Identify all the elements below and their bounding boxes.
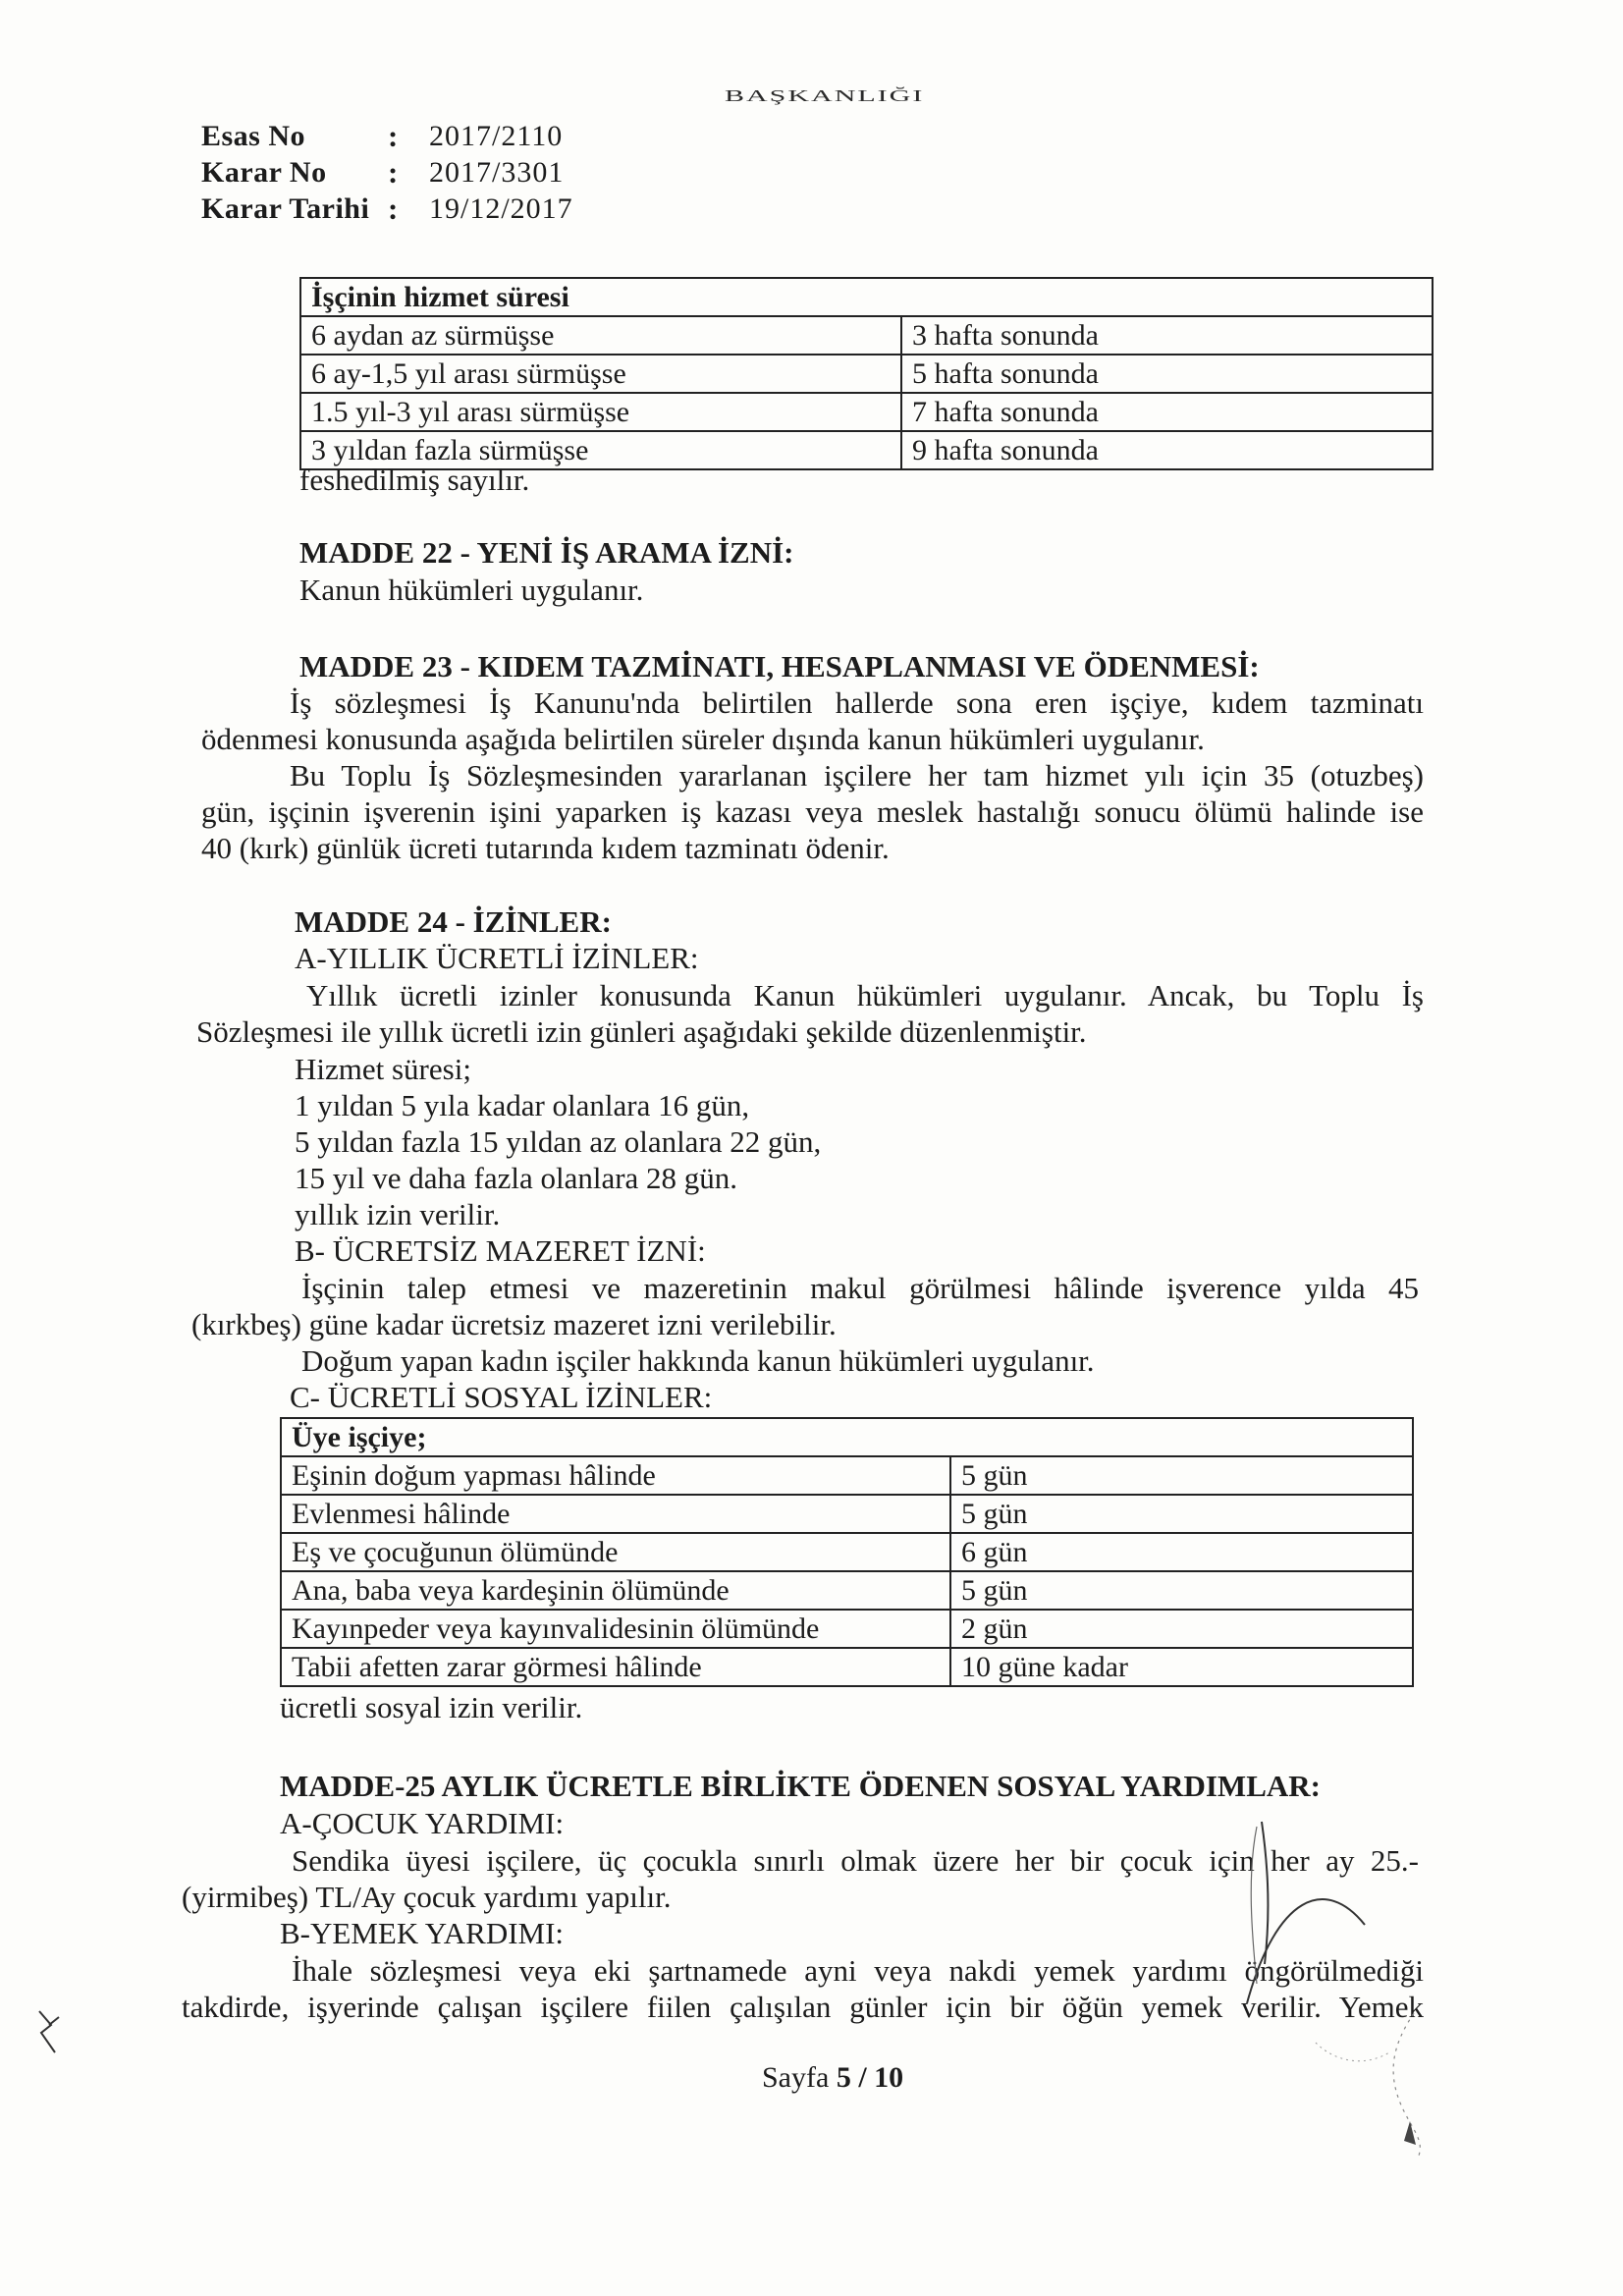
table-cell-label: Evlenmesi hâlinde bbox=[281, 1495, 950, 1533]
table-cell-value: 5 gün bbox=[950, 1456, 1413, 1495]
article-22-text: Kanun hükümleri uygulanır. bbox=[299, 573, 644, 607]
table-cell-value: 3 hafta sonunda bbox=[901, 316, 1433, 355]
paragraph-line: gün, işçinin işverenin işini yaparken iş kazası veya meslek hastalığı sonucu ölümü halinde ise bbox=[201, 794, 1424, 829]
table-cell-label: 6 aydan az sürmüşse bbox=[300, 316, 901, 355]
table-cell-value: 6 gün bbox=[950, 1533, 1413, 1571]
meta-colon: : bbox=[388, 154, 399, 190]
paragraph-line: ödenmesi konusunda aşağıda belirtilen süreler dışında kanun hükümleri uygulanır. bbox=[201, 722, 1205, 756]
table-cell-value: 5 gün bbox=[950, 1495, 1413, 1533]
list-item: Hizmet süresi; bbox=[295, 1052, 471, 1086]
table-cell-label: Ana, baba veya kardeşinin ölümünde bbox=[281, 1571, 950, 1610]
paragraph-line: Doğum yapan kadın işçiler hakkında kanun hükümleri uygulanır. bbox=[301, 1343, 1095, 1378]
table-cell-value: 7 hafta sonunda bbox=[901, 393, 1433, 431]
paragraph-line: İhale sözleşmesi veya eki şartnamede ayni veya nakdi yemek yardımı öngörülmediği bbox=[292, 1953, 1424, 1988]
table-header-row bbox=[300, 278, 1433, 316]
case-meta bbox=[201, 118, 573, 227]
table-cell-value: 10 güne kadar bbox=[950, 1648, 1413, 1686]
meta-value: 19/12/2017 bbox=[429, 191, 573, 225]
list-item: 5 yıldan fazla 15 yıldan az olanlara 22 gün, bbox=[295, 1124, 822, 1159]
table-cell-value: 5 hafta sonunda bbox=[901, 355, 1433, 393]
table-row bbox=[300, 316, 1433, 355]
page-number-value: 5 / 10 bbox=[836, 2061, 904, 2094]
header-cut-text: BAŞKANLIĞI bbox=[725, 86, 925, 105]
table-header-cell: Üye işçiye; bbox=[281, 1418, 1413, 1456]
section-a-title: A-ÇOCUK YARDIMI: bbox=[280, 1806, 565, 1840]
list-item: 1 yıldan 5 yıla kadar olanlara 16 gün, bbox=[295, 1088, 750, 1122]
table-row bbox=[281, 1456, 1413, 1495]
table-row bbox=[281, 1495, 1413, 1533]
table-cell-label: 3 yıldan fazla sürmüşse bbox=[300, 431, 901, 469]
section-a-title: A-YILLIK ÜCRETLİ İZİNLER: bbox=[295, 941, 699, 975]
meta-key: Karar Tarihi bbox=[201, 191, 370, 225]
meta-value: 2017/3301 bbox=[429, 155, 565, 189]
table-row bbox=[281, 1610, 1413, 1648]
paragraph-line: Sendika üyesi işçilere, üç çocukla sınırlı olmak üzere her bir çocuk için her ay 25.- bbox=[292, 1843, 1419, 1878]
table-footnote: ücretli sosyal izin verilir. bbox=[280, 1690, 583, 1724]
social-leave-table bbox=[280, 1417, 1414, 1687]
article-25-title: MADDE-25 AYLIK ÜCRETLE BİRLİKTE ÖDENEN SOSYAL YARDIMLAR: bbox=[280, 1769, 1321, 1803]
meta-key: Esas No bbox=[201, 119, 306, 152]
table-cell-value: 9 hafta sonunda bbox=[901, 431, 1433, 469]
paragraph-line: 40 (kırk) günlük ücreti tutarında kıdem tazminatı ödenir. bbox=[201, 831, 890, 865]
table-cell-label: Eşinin doğum yapması hâlinde bbox=[281, 1456, 950, 1495]
section-b-title: B- ÜCRETSİZ MAZERET İZNİ: bbox=[295, 1233, 706, 1268]
table-header-cell: İşçinin hizmet süresi bbox=[300, 278, 1433, 316]
article-23-title: MADDE 23 - KIDEM TAZMİNATI, HESAPLANMASI VE ÖDENMESİ: bbox=[299, 649, 1260, 683]
page-number-prefix: Sayfa bbox=[762, 2061, 837, 2094]
margin-initial-mark bbox=[29, 2003, 69, 2062]
section-c-title: C- ÜCRETLİ SOSYAL İZİNLER: bbox=[290, 1380, 713, 1414]
paragraph-line: Sözleşmesi ile yıllık ücretli izin günleri aşağıdaki şekilde düzenlenmiştir. bbox=[196, 1014, 1087, 1049]
table-cell-label: 1.5 yıl-3 yıl arası sürmüşse bbox=[300, 393, 901, 431]
table-cell-value: 5 gün bbox=[950, 1571, 1413, 1610]
paragraph-line: (yirmibeş) TL/Ay çocuk yardımı yapılır. bbox=[182, 1880, 672, 1914]
meta-key: Karar No bbox=[201, 155, 327, 189]
meta-row-karar bbox=[201, 154, 573, 191]
paragraph-line: İşçinin talep etmesi ve mazeretinin makul görülmesi hâlinde işverence yılda 45 bbox=[301, 1271, 1419, 1305]
table-row bbox=[281, 1648, 1413, 1686]
table-footnote: feshedilmiş sayılır. bbox=[299, 463, 530, 497]
table-row bbox=[281, 1571, 1413, 1610]
table-cell-label: Eş ve çocuğunun ölümünde bbox=[281, 1533, 950, 1571]
paragraph-line: (kırkbeş) güne kadar ücretsiz mazeret izni verilebilir. bbox=[191, 1307, 837, 1341]
section-b-title: B-YEMEK YARDIMI: bbox=[280, 1916, 565, 1950]
leave-durations-list bbox=[295, 1051, 1178, 1232]
section-b-body bbox=[191, 1270, 1419, 1379]
table-header-row bbox=[281, 1418, 1413, 1456]
table-cell-label: 6 ay-1,5 yıl arası sürmüşse bbox=[300, 355, 901, 393]
list-item: yıllık izin verilir. bbox=[295, 1197, 501, 1231]
page-number bbox=[762, 2060, 903, 2096]
table-cell-value: 2 gün bbox=[950, 1610, 1413, 1648]
meta-colon: : bbox=[388, 118, 399, 153]
service-duration-table bbox=[299, 277, 1434, 470]
paragraph-line: Yıllık ücretli izinler konusunda Kanun hükümleri uygulanır. Ancak, bu Toplu İş bbox=[306, 978, 1424, 1012]
paragraph-line: takdirde, işyerinde çalışan işçilere fiilen çalışılan günler için bir öğün yemek verilir. Yemek bbox=[182, 1990, 1424, 2024]
meta-value: 2017/2110 bbox=[429, 119, 564, 152]
meta-row-esas bbox=[201, 118, 573, 154]
article-23-body bbox=[201, 684, 1424, 866]
table-row bbox=[300, 393, 1433, 431]
table-row bbox=[281, 1533, 1413, 1571]
table-row bbox=[300, 355, 1433, 393]
paragraph-line: Bu Toplu İş Sözleşmesinden yararlanan işçilere her tam hizmet yılı için 35 (otuzbeş) bbox=[290, 758, 1424, 793]
table-cell-label: Tabii afetten zarar görmesi hâlinde bbox=[281, 1648, 950, 1686]
signature-mark bbox=[1217, 1817, 1434, 2160]
table-cell-label: Kayınpeder veya kayınvalidesinin ölümünde bbox=[281, 1610, 950, 1648]
article-24-title: MADDE 24 - İZİNLER: bbox=[295, 904, 612, 939]
paragraph-line: İş sözleşmesi İş Kanunu'nda belirtilen hallerde sona eren işçiye, kıdem tazminatı bbox=[290, 685, 1424, 720]
article-22-title: MADDE 22 - YENİ İŞ ARAMA İZNİ: bbox=[299, 535, 794, 570]
meta-colon: : bbox=[388, 191, 399, 226]
list-item: 15 yıl ve daha fazla olanlara 28 gün. bbox=[295, 1161, 738, 1195]
meta-row-tarih bbox=[201, 191, 573, 227]
section-a-body bbox=[196, 977, 1424, 1050]
